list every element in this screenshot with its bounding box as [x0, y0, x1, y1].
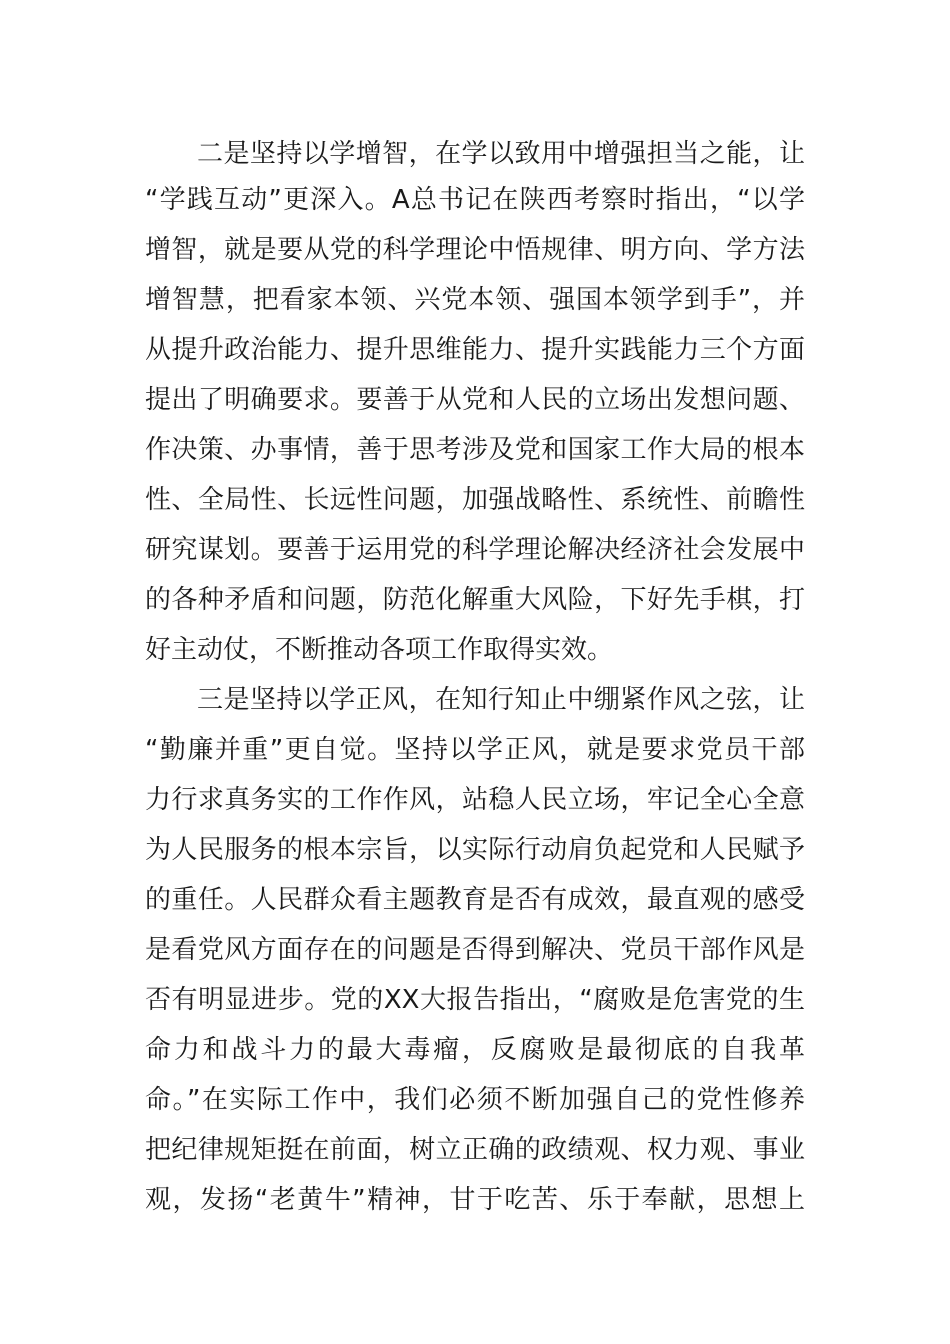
text-line: 命力和战斗力的最大毒瘤，反腐败是最彻底的自我革 [145, 1035, 805, 1065]
text-line: 力行求真务实的工作作风，站稳人民立场，牢记全心全意 [145, 785, 805, 815]
text-line: 命。”在实际工作中，我们必须不断加强自己的党性修养 [145, 1085, 805, 1115]
text-line: “学践互动”更深入。A总书记在陕西考察时指出，“以学 [145, 185, 805, 215]
text-line: 为人民服务的根本宗旨，以实际行动肩负起党和人民赋予 [145, 835, 805, 865]
text-line: 二是坚持以学增智，在学以致用中增强担当之能，让 [197, 139, 805, 169]
text-line: 作决策、办事情，善于思考涉及党和国家工作大局的根本 [145, 435, 805, 465]
text-line: 观，发扬“老黄牛”精神，甘于吃苦、乐于奉献，思想上 [145, 1185, 805, 1215]
text-line: 研究谋划。要善于运用党的科学理论解决经济社会发展中 [145, 535, 805, 565]
text-line: 是看党风方面存在的问题是否得到解决、党员干部作风是 [145, 935, 805, 965]
text-line: 增智慧，把看家本领、兴党本领、强国本领学到手”，并 [145, 285, 805, 315]
text-line: 好主动仗，不断推动各项工作取得实效。 [145, 635, 614, 665]
text-line: 三是坚持以学正风，在知行知止中绷紧作风之弦，让 [197, 685, 805, 715]
text-line: 提出了明确要求。要善于从党和人民的立场出发想问题、 [145, 385, 805, 415]
text-line: 性、全局性、长远性问题，加强战略性、系统性、前瞻性 [145, 485, 805, 515]
text-line: 的重任。人民群众看主题教育是否有成效，最直观的感受 [145, 885, 805, 915]
text-line: 否有明显进步。党的XX大报告指出，“腐败是危害党的生 [145, 985, 805, 1015]
text-line: 的各种矛盾和问题，防范化解重大风险，下好先手棋，打 [145, 585, 805, 615]
text-line: 从提升政治能力、提升思维能力、提升实践能力三个方面 [145, 335, 805, 365]
text-line: 增智，就是要从党的科学理论中悟规律、明方向、学方法 [145, 235, 805, 265]
text-line: 把纪律规矩挺在前面，树立正确的政绩观、权力观、事业 [145, 1135, 805, 1165]
text-line: “勤廉并重”更自觉。坚持以学正风，就是要求党员干部 [145, 735, 805, 765]
